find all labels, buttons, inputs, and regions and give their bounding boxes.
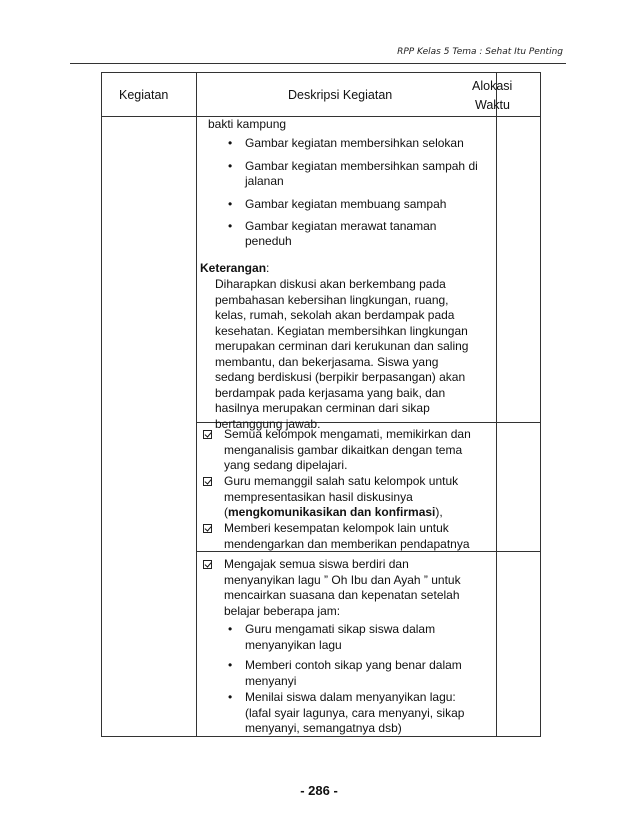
- running-header: RPP Kelas 5 Tema : Sehat Itu Penting: [397, 47, 563, 57]
- checkbox-icon: [203, 524, 212, 533]
- header-deskripsi: Deskripsi Kegiatan: [288, 88, 393, 102]
- checklist-item-cont: mempresentasikan hasil diskusinya: [224, 489, 413, 504]
- bullet-dot: •: [228, 159, 233, 173]
- keterangan-line: kelas, rumah, sekolah akan berdampak pada: [215, 308, 455, 322]
- list-item: Guru mengamati sikap siswa dalam: [245, 622, 436, 636]
- header-waktu: Waktu: [475, 98, 510, 112]
- list-item-cont: peneduh: [245, 234, 292, 248]
- list-item-cont: menyanyi, semangatnya dsb): [245, 721, 402, 735]
- checklist-item: Semua kelompok mengamati, memikirkan dan: [224, 427, 471, 441]
- header-rule: [70, 63, 566, 64]
- bullet-dot: •: [228, 219, 233, 233]
- column-divider-1: [196, 73, 197, 736]
- header-kegiatan: Kegiatan: [119, 88, 169, 102]
- keterangan-line: hasilnya merupakan cerminan dari sikap: [215, 401, 430, 415]
- keterangan-line: berdampak pada kerjasama yang baik, dan: [215, 385, 446, 400]
- keterangan-heading: [200, 261, 269, 277]
- keterangan-line: sedang berdiskusi (berpikir berpasangan) akan: [215, 370, 466, 384]
- list-item-cont: menyanyikan lagu: [245, 637, 342, 652]
- checklist-item-bold-line: [224, 505, 443, 521]
- checkbox-icon: [203, 477, 212, 486]
- checklist-item-cont: menyanyikan lagu ” Oh Ibu dan Ayah ” untuk: [224, 572, 461, 587]
- header-alokasi: Alokasi: [472, 79, 513, 93]
- keterangan-line: kesehatan. Kegiatan membersihkan lingkungan: [215, 323, 468, 338]
- checklist-item-cont: menganalisis gambar dikaitkan dengan tema: [224, 442, 463, 457]
- checklist-item-cont: mencairkan suasana dan kepenatan setelah: [224, 588, 460, 602]
- bullet-dot: •: [228, 197, 233, 211]
- checklist-item-cont: yang sedang dipelajari.: [224, 458, 348, 472]
- bullet-dot: •: [228, 658, 233, 672]
- column-divider-2: [496, 73, 497, 736]
- list-item: Gambar kegiatan merawat tanaman: [245, 219, 437, 233]
- paren-open: (: [224, 505, 228, 519]
- checkbox-icon: [203, 560, 212, 569]
- list-item-cont: jalanan: [245, 174, 284, 188]
- list-item: Gambar kegiatan membersihkan selokan: [245, 136, 464, 150]
- keterangan-line: merupakan cerminan dari kerukunan dan saling: [215, 339, 469, 353]
- bullet-dot: •: [228, 136, 233, 150]
- keterangan-label: Keterangan: [200, 261, 267, 275]
- intro-line: bakti kampung: [208, 117, 287, 131]
- keterangan-line: pembahasan kebersihan lingkungan, ruang,: [215, 292, 449, 307]
- paren-close: ),: [435, 505, 443, 519]
- checklist-item: Guru memanggil salah satu kelompok untuk: [224, 474, 459, 488]
- checkbox-icon: [203, 430, 212, 439]
- checklist-item-cont: belajar beberapa jam:: [224, 603, 341, 618]
- list-item: Memberi contoh sikap yang benar dalam: [245, 658, 462, 672]
- keterangan-line: bertanggung jawab.: [215, 416, 321, 431]
- list-item: Gambar kegiatan membuang sampah: [245, 197, 447, 211]
- checklist-item: Mengajak semua siswa berdiri dan: [224, 557, 409, 571]
- bold-phrase: mengkomunikasikan dan konfirmasi: [228, 505, 436, 519]
- list-item-cont: (lafal syair lagunya, cara menyanyi, sikap: [245, 705, 465, 720]
- keterangan-line: Diharapkan diskusi akan berkembang pada: [215, 277, 446, 291]
- lesson-plan-table: [101, 72, 541, 737]
- keterangan-colon: :: [266, 261, 270, 275]
- list-item: Menilai siswa dalam menyanyikan lagu:: [245, 690, 456, 704]
- page-number: - 286 -: [300, 783, 338, 798]
- header-row-divider: [102, 116, 540, 117]
- checklist-item-cont: mendengarkan dan memberikan pendapatnya: [224, 536, 470, 551]
- list-item: Gambar kegiatan membersihkan sampah di: [245, 159, 478, 173]
- keterangan-line: membantu, dan bekerjasama. Siswa yang: [215, 354, 439, 369]
- bullet-dot: •: [228, 622, 233, 636]
- checklist-item: Memberi kesempatan kelompok lain untuk: [224, 521, 449, 535]
- bullet-dot: •: [228, 690, 233, 704]
- list-item-cont: menyanyi: [245, 673, 297, 688]
